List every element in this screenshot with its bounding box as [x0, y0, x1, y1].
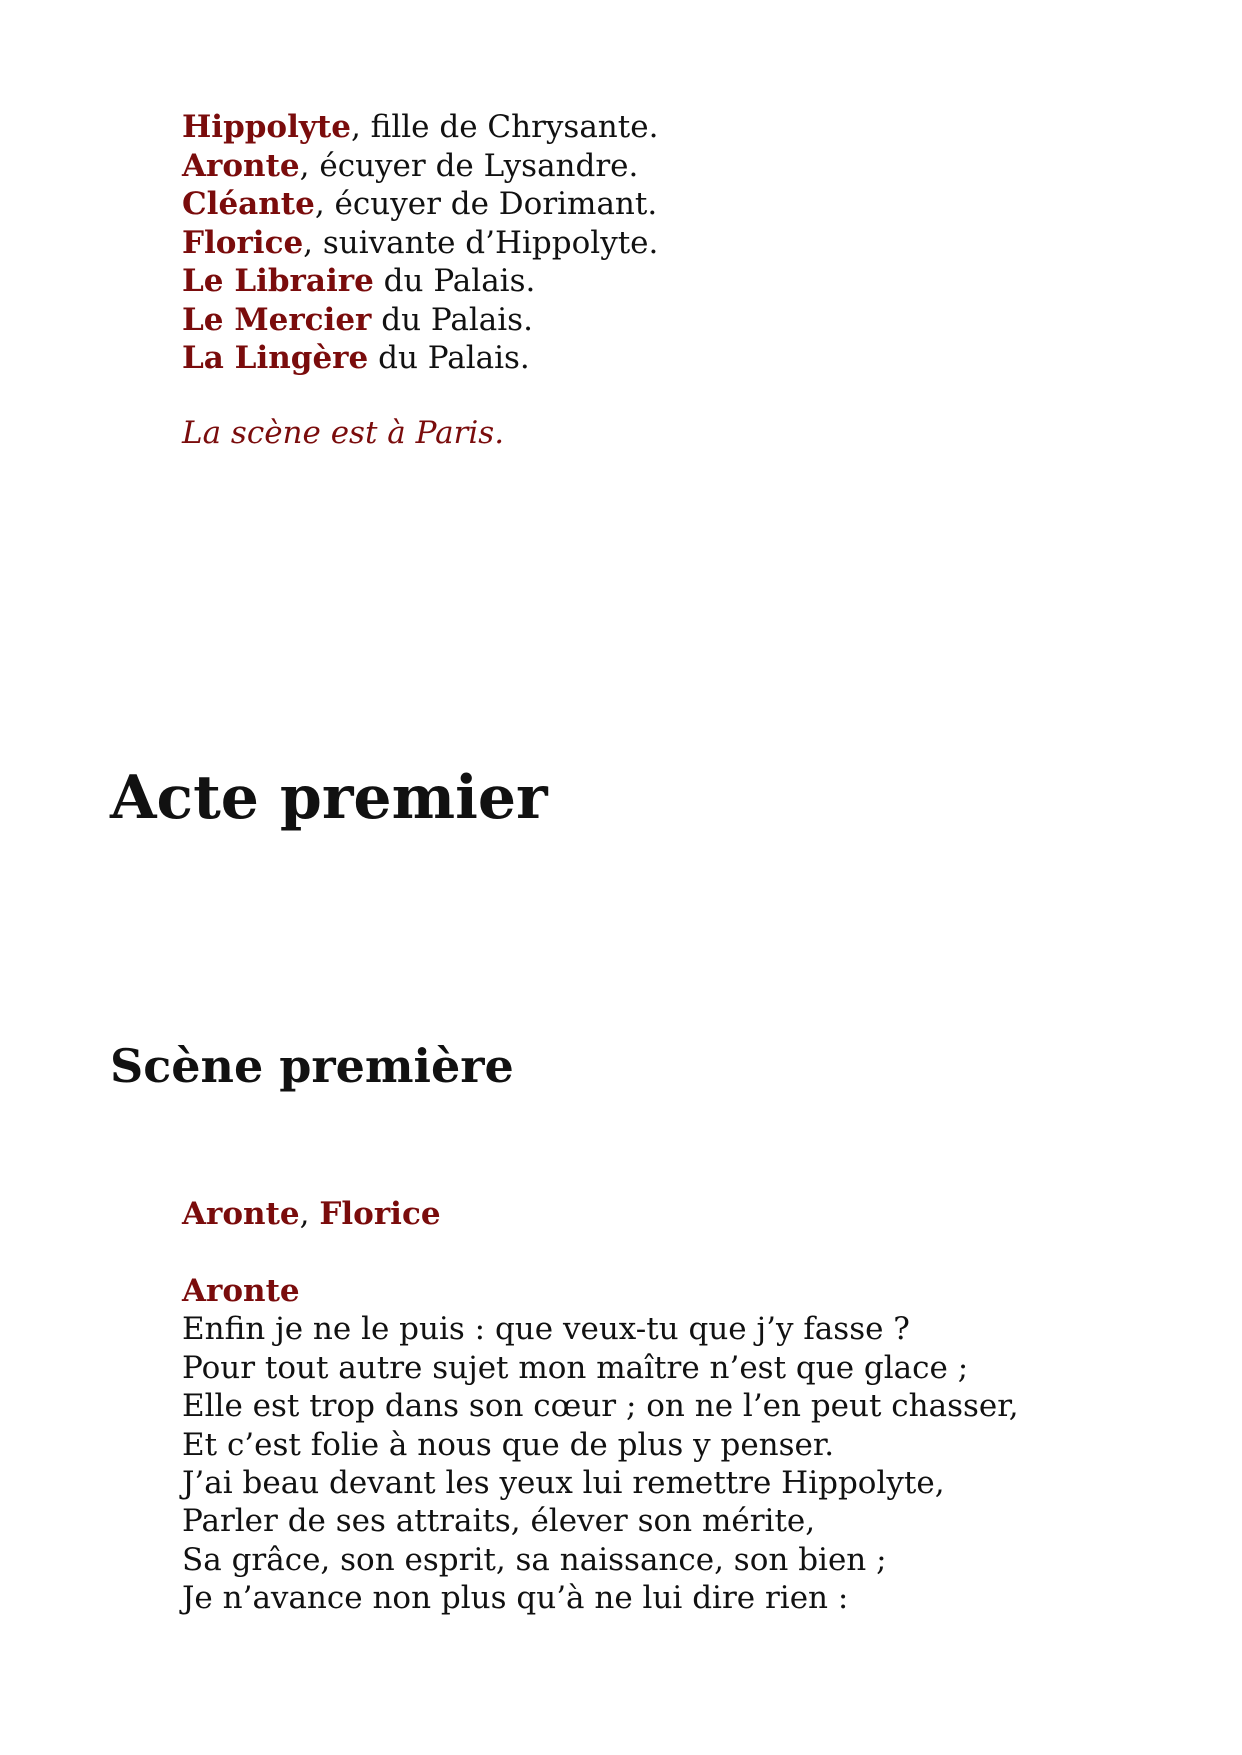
- cast-description: du Palais.: [371, 301, 533, 338]
- act-title: Acte premier: [110, 763, 548, 833]
- cast-list: [182, 108, 658, 378]
- verse-line: Je n’avance non plus qu’à ne lui dire rien :: [182, 1580, 849, 1617]
- verse-line: Elle est trop dans son cœur ; on ne l’en peut chasser,: [182, 1388, 1019, 1425]
- cast-description: , suivante d’Hippolyte.: [303, 224, 659, 261]
- cast-entry: [182, 301, 658, 340]
- scene-character: Florice: [319, 1196, 441, 1232]
- scene-title: Scène première: [110, 1039, 514, 1093]
- cast-description: , écuyer de Dorimant.: [314, 186, 658, 222]
- verse-line: Pour tout autre sujet mon maître n’est que glace ;: [182, 1349, 969, 1386]
- cast-name: Cléante: [182, 186, 315, 222]
- cast-name: La Lingère: [182, 340, 369, 376]
- scene-character: Aronte: [182, 1196, 300, 1232]
- verse-line: Enfin je ne le puis : que veux-tu que j’y fasse ?: [182, 1311, 910, 1348]
- verse-line: J’ai beau devant les yeux lui remettre Hippolyte,: [182, 1465, 945, 1502]
- verse-line: Parler de ses attraits, élever son mérite,: [182, 1503, 816, 1540]
- cast-entry: [182, 339, 658, 378]
- cast-description: du Palais.: [368, 340, 530, 376]
- speech-block: [182, 1272, 1019, 1618]
- scene-character-separator: ,: [299, 1196, 320, 1232]
- cast-name: Le Libraire: [182, 263, 374, 299]
- verse-line: Sa grâce, son esprit, sa naissance, son bien ;: [182, 1541, 887, 1578]
- speaker-name: Aronte: [182, 1273, 300, 1309]
- cast-name: Hippolyte: [182, 109, 351, 145]
- cast-description: du Palais.: [373, 263, 536, 299]
- cast-name: Aronte: [182, 147, 300, 184]
- cast-description: , fille de Chrysante.: [350, 109, 659, 145]
- cast-entry: [182, 108, 658, 147]
- verse-line: Et c’est folie à nous que de plus y penser.: [182, 1426, 835, 1463]
- cast-entry: [182, 262, 658, 301]
- cast-entry: [182, 147, 658, 186]
- cast-description: , écuyer de Lysandre.: [299, 147, 639, 184]
- cast-entry: [182, 224, 658, 263]
- cast-name: Le Mercier: [182, 301, 372, 338]
- setting-note: La scène est à Paris.: [182, 415, 505, 451]
- cast-entry: [182, 185, 658, 224]
- cast-name: Florice: [182, 224, 304, 261]
- scene-characters: [182, 1195, 441, 1233]
